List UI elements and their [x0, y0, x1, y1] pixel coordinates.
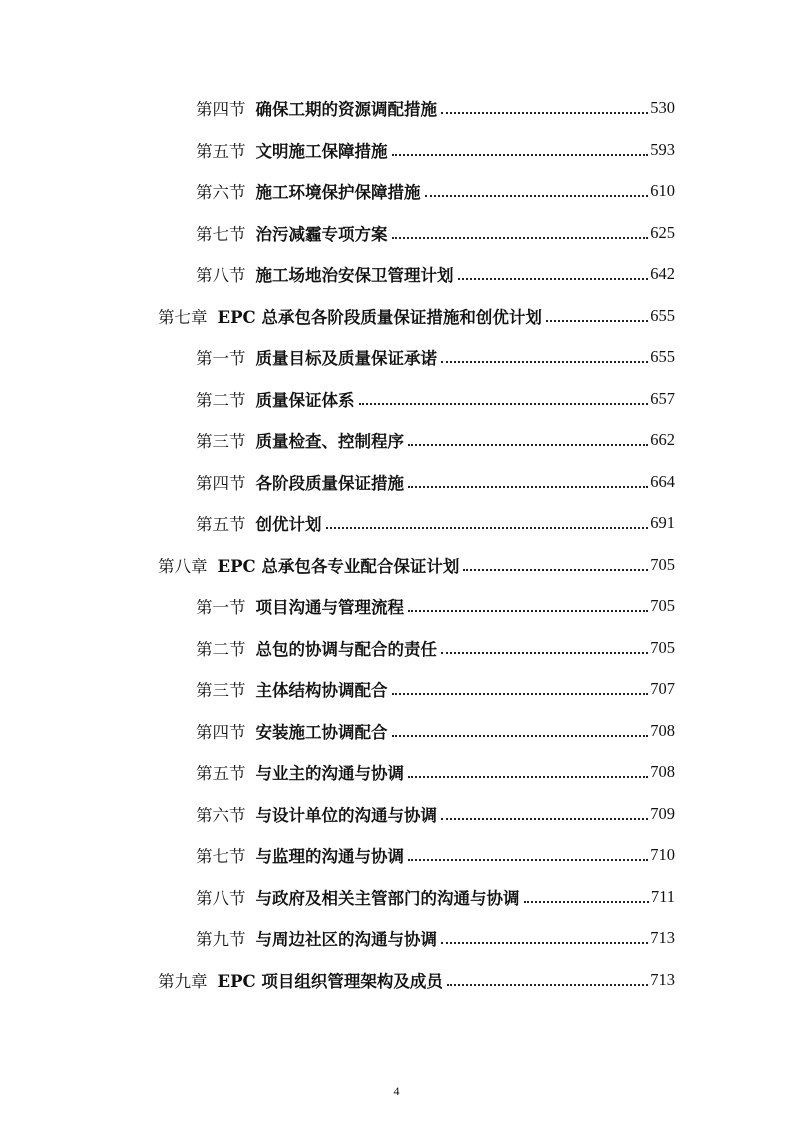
- toc-section-entry[interactable]: [196, 711, 675, 751]
- toc-entry-title: 总包的协调与配合的责任: [255, 639, 437, 659]
- toc-entry-title: 项目沟通与管理流程: [255, 598, 404, 617]
- toc-dot-leader: [458, 262, 649, 281]
- toc-entry-title: 安装施工协调配合: [255, 722, 388, 742]
- toc-entry-page-number: 707: [650, 679, 675, 698]
- toc-entry-label: 第二节: [196, 639, 246, 659]
- toc-dot-leader: [326, 511, 649, 530]
- toc-entry-label: 第七节: [196, 847, 246, 866]
- toc-entry-page-number: 664: [650, 471, 675, 491]
- toc-entry-title: 治污减霾专项方案: [255, 224, 388, 244]
- toc-entry-page-number: 708: [650, 762, 675, 781]
- toc-entry-title: 与政府及相关主管部门的沟通与协调: [255, 888, 520, 908]
- toc-chapter-entry[interactable]: [158, 296, 675, 336]
- toc-dot-leader: [441, 801, 648, 820]
- toc-section-entry[interactable]: [196, 88, 675, 128]
- toc-dot-leader: [408, 469, 648, 488]
- toc-section-entry[interactable]: [196, 213, 675, 253]
- toc-section-entry[interactable]: [196, 503, 675, 543]
- toc-entry-title: 质量目标及质量保证承诺: [255, 349, 437, 368]
- toc-entry-page-number: 708: [650, 720, 675, 740]
- toc-dot-leader: [408, 594, 648, 613]
- toc-section-entry[interactable]: [196, 586, 675, 626]
- toc-entry-label: 第一节: [196, 598, 246, 617]
- toc-chapter-entry[interactable]: [158, 960, 675, 1000]
- toc-entry-title: 创优计划: [255, 515, 322, 534]
- toc-dot-leader: [441, 635, 648, 654]
- toc-entry-label: 第四节: [196, 722, 246, 742]
- toc-section-entry[interactable]: [196, 877, 675, 917]
- toc-section-entry[interactable]: [196, 254, 675, 294]
- toc-entry-page-number: 705: [650, 637, 675, 657]
- toc-entry-title: 与设计单位的沟通与协调: [255, 805, 437, 825]
- toc-entry-label: 第四节: [196, 100, 246, 119]
- toc-dot-leader: [425, 179, 649, 198]
- toc-entry-title: 与监理的沟通与协调: [255, 847, 404, 866]
- toc-dot-leader: [463, 552, 648, 571]
- toc-dot-leader: [447, 967, 648, 986]
- toc-section-entry[interactable]: [196, 379, 675, 419]
- toc-entry-title: 施工场地治安保卫管理计划: [255, 266, 454, 285]
- toc-entry-page-number: 530: [650, 98, 675, 117]
- toc-section-entry[interactable]: [196, 835, 675, 875]
- toc-entry-label: 第八节: [196, 266, 246, 285]
- toc-entry-title: 与周边社区的沟通与协调: [255, 930, 437, 949]
- toc-dot-leader: [408, 760, 648, 779]
- toc-entry-page-number: 711: [650, 886, 675, 906]
- toc-dot-leader: [546, 303, 648, 322]
- toc-dot-leader: [408, 428, 648, 447]
- toc-entry-page-number: 691: [650, 513, 675, 532]
- toc-entry-page-number: 662: [650, 430, 675, 449]
- toc-entry-page-number: 593: [650, 139, 675, 159]
- toc-entry-page-number: 610: [650, 181, 675, 200]
- toc-entry-label: 第五节: [196, 764, 246, 783]
- toc-section-entry[interactable]: [196, 337, 675, 377]
- toc-dot-leader: [441, 345, 648, 364]
- page-number: 4: [393, 1084, 400, 1098]
- toc-entry-title: 施工环境保护保障措施: [255, 183, 421, 202]
- toc-entry-title: 质量保证体系: [255, 390, 355, 410]
- toc-entry-title: 主体结构协调配合: [255, 681, 388, 700]
- toc-entry-title: 与业主的沟通与协调: [255, 764, 404, 783]
- toc-dot-leader: [359, 386, 649, 405]
- toc-entry-label: 第五节: [196, 515, 246, 534]
- toc-entry-label: 第六节: [196, 805, 246, 825]
- toc-entry-label: 第八节: [196, 888, 246, 908]
- toc-entry-title: 各阶段质量保证措施: [255, 473, 404, 493]
- toc-section-entry[interactable]: [196, 628, 675, 668]
- toc-entry-title: 质量检查、控制程序: [255, 432, 404, 451]
- toc-dot-leader: [392, 677, 649, 696]
- toc-section-entry[interactable]: [196, 669, 675, 709]
- toc-section-entry[interactable]: [196, 171, 675, 211]
- toc-entry-page-number: 625: [650, 222, 675, 242]
- toc-dot-leader: [524, 884, 649, 903]
- toc-dot-leader: [392, 220, 649, 239]
- toc-dot-leader: [392, 137, 649, 156]
- toc-entry-label: 第三节: [196, 681, 246, 700]
- toc-entry-page-number: 705: [650, 554, 675, 574]
- toc-entry-label: 第九章: [158, 971, 208, 991]
- toc-entry-label: 第四节: [196, 473, 246, 493]
- toc-dot-leader: [441, 926, 648, 945]
- toc-entry-label: 第七节: [196, 224, 246, 244]
- toc-section-entry[interactable]: [196, 918, 675, 958]
- toc-entry-page-number: 655: [650, 347, 675, 366]
- toc-entry-page-number: 710: [650, 845, 675, 864]
- toc-entry-page-number: 713: [650, 928, 675, 947]
- toc-chapter-entry[interactable]: [158, 545, 675, 585]
- toc-entry-page-number: 657: [650, 388, 675, 408]
- toc-dot-leader: [392, 718, 649, 737]
- toc-section-entry[interactable]: [196, 130, 675, 170]
- toc-section-entry[interactable]: [196, 420, 675, 460]
- toc-entry-label: 第一节: [196, 349, 246, 368]
- toc-entry-label: 第五节: [196, 141, 246, 161]
- toc-entry-title: 文明施工保障措施: [255, 141, 388, 161]
- toc-entry-label: 第六节: [196, 183, 246, 202]
- toc-section-entry[interactable]: [196, 752, 675, 792]
- toc-entry-label: 第八章: [158, 556, 208, 576]
- toc-entry-title: EPC 总承包各阶段质量保证措施和创优计划: [217, 307, 542, 327]
- toc-entry-page-number: 655: [650, 305, 675, 325]
- toc-dot-leader: [408, 843, 648, 862]
- toc-entry-page-number: 709: [650, 803, 675, 823]
- toc-entry-title: 确保工期的资源调配措施: [255, 100, 437, 119]
- toc-entry-label: 第七章: [158, 307, 208, 327]
- toc-entry-label: 第二节: [196, 390, 246, 410]
- toc-entry-page-number: 642: [650, 264, 675, 283]
- toc-entry-label: 第三节: [196, 432, 246, 451]
- toc-dot-leader: [441, 96, 648, 115]
- toc-entry-label: 第九节: [196, 930, 246, 949]
- toc-entry-title: EPC 总承包各专业配合保证计划: [217, 556, 460, 576]
- toc-section-entry[interactable]: [196, 462, 675, 502]
- toc-entry-title: EPC 项目组织管理架构及成员: [217, 971, 443, 991]
- toc-entry-page-number: 705: [650, 596, 675, 615]
- toc-entry-page-number: 713: [650, 969, 675, 989]
- toc-section-entry[interactable]: [196, 794, 675, 834]
